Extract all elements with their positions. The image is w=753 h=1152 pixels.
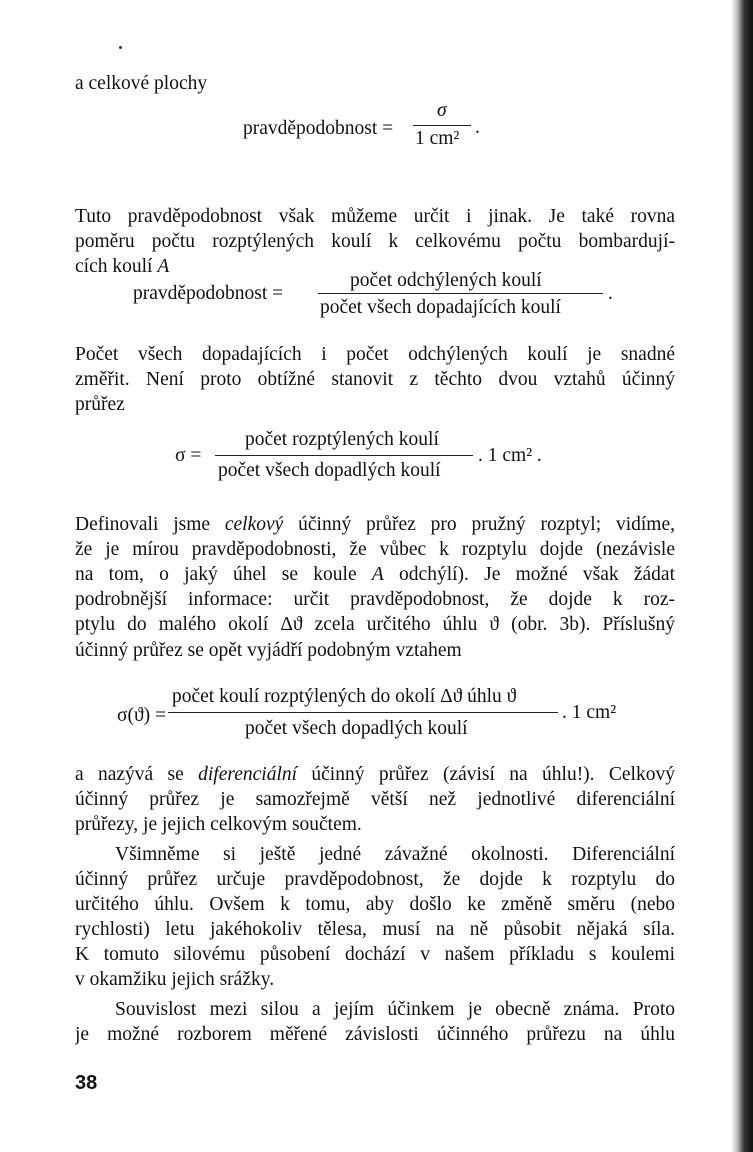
eq-numerator: počet odchýlených koulí: [350, 270, 542, 291]
eq-lhs: σ =: [175, 445, 202, 466]
text-line: Tuto pravděpodobnost však můžeme určit i jinak. Je také rovna: [75, 206, 675, 227]
eq-tail: . 1 cm²: [562, 702, 617, 723]
text-line: je možné rozborem měřené závislosti účinného průřezu na úhlu: [75, 1024, 675, 1045]
text-line: určitého úhlu. Ovšem k tomu, aby došlo ke změně směru (nebo: [75, 894, 675, 915]
text-line: účinný průřez se opět vyjádří podobným vztahem: [75, 640, 462, 661]
text-line: na tom, o jaký úhel se koule A odchýlí). Je možné však žádat: [75, 564, 675, 585]
text-line: Všimněme si ještě jedné závažné okolnosti. Diferenciální: [115, 844, 675, 865]
text-line: Definovali jsme celkový účinný průřez pro pružný rozptyl; vidíme,: [75, 514, 675, 535]
eq-numerator: počet koulí rozptýlených do okolí Δϑ úhlu ϑ: [172, 686, 517, 707]
text-line: změřit. Není proto obtížné stanovit z těchto dvou vztahů účinný: [75, 369, 675, 390]
eq-tail: .: [475, 117, 480, 138]
text-line: cích koulí A: [75, 256, 170, 277]
emphasis: A: [157, 256, 170, 277]
text-line: že je mírou pravděpodobnosti, že vůbec k rozptylu dojde (nezávisle: [75, 539, 675, 560]
fraction-bar: [413, 125, 471, 126]
text-line: ptylu do malého okolí Δϑ zcela určitého úhlu ϑ (obr. 3b). Příslušný: [75, 614, 675, 635]
text-line: průřezy, je jejich celkovým součtem.: [75, 814, 362, 835]
text-line: v okamžiku jejich srážky.: [75, 969, 275, 990]
text-line: K tomuto silovému působení dochází v našem příkladu s koulemi: [75, 944, 675, 965]
text-line: účinný průřez určuje pravděpodobnost, že dojde k rozptylu do: [75, 869, 675, 890]
emphasis: diferenciální: [198, 764, 298, 785]
page-number: 38: [75, 1072, 98, 1094]
fraction-bar: [318, 293, 603, 294]
text-line: a nazývá se diferenciální účinný průřez (závisí na úhlu!). Celkový: [75, 764, 675, 785]
eq-lhs: σ(ϑ) =: [117, 705, 167, 726]
text-line: a celkové plochy: [75, 73, 208, 94]
text-line: Souvislost mezi silou a jejím účinkem je obecně známa. Proto: [115, 999, 675, 1020]
text-line: Počet všech dopadajících i počet odchýlených koulí je snadné: [75, 344, 675, 365]
eq-denominator: počet všech dopadajících koulí: [320, 297, 561, 318]
text-line: poměru počtu rozptýlených koulí k celkovému počtu bombardují-: [75, 231, 675, 252]
eq-numerator: počet rozptýlených koulí: [245, 429, 439, 450]
text-line: podrobnější informace: určit pravděpodobnost, že dojde k roz-: [75, 589, 675, 610]
eq-tail: . 1 cm² .: [478, 445, 542, 466]
eq-denominator: počet všech dopadlých koulí: [218, 460, 441, 481]
emphasis: A: [371, 564, 384, 585]
scan-page-edge: [731, 0, 753, 1152]
eq-lhs: pravděpodobnost =: [133, 283, 284, 304]
eq-lhs: pravděpodobnost =: [243, 118, 394, 139]
fraction-bar: [168, 712, 558, 713]
text-line: rychlosti) letu jakéhokoliv tělesa, musí na ně působit nějaká síla.: [75, 919, 675, 940]
scan-speck: [119, 46, 122, 49]
eq-denominator: 1 cm²: [415, 128, 460, 149]
text-line: průřez: [75, 394, 125, 415]
eq-denominator: počet všech dopadlých koulí: [245, 718, 468, 739]
fraction-bar: [215, 455, 473, 456]
eq-tail: .: [608, 283, 613, 304]
eq-numerator: σ: [437, 100, 447, 121]
text-line: účinný průřez je samozřejmě větší než jednotlivé diferenciální: [75, 789, 675, 810]
emphasis: celkový: [224, 514, 284, 535]
